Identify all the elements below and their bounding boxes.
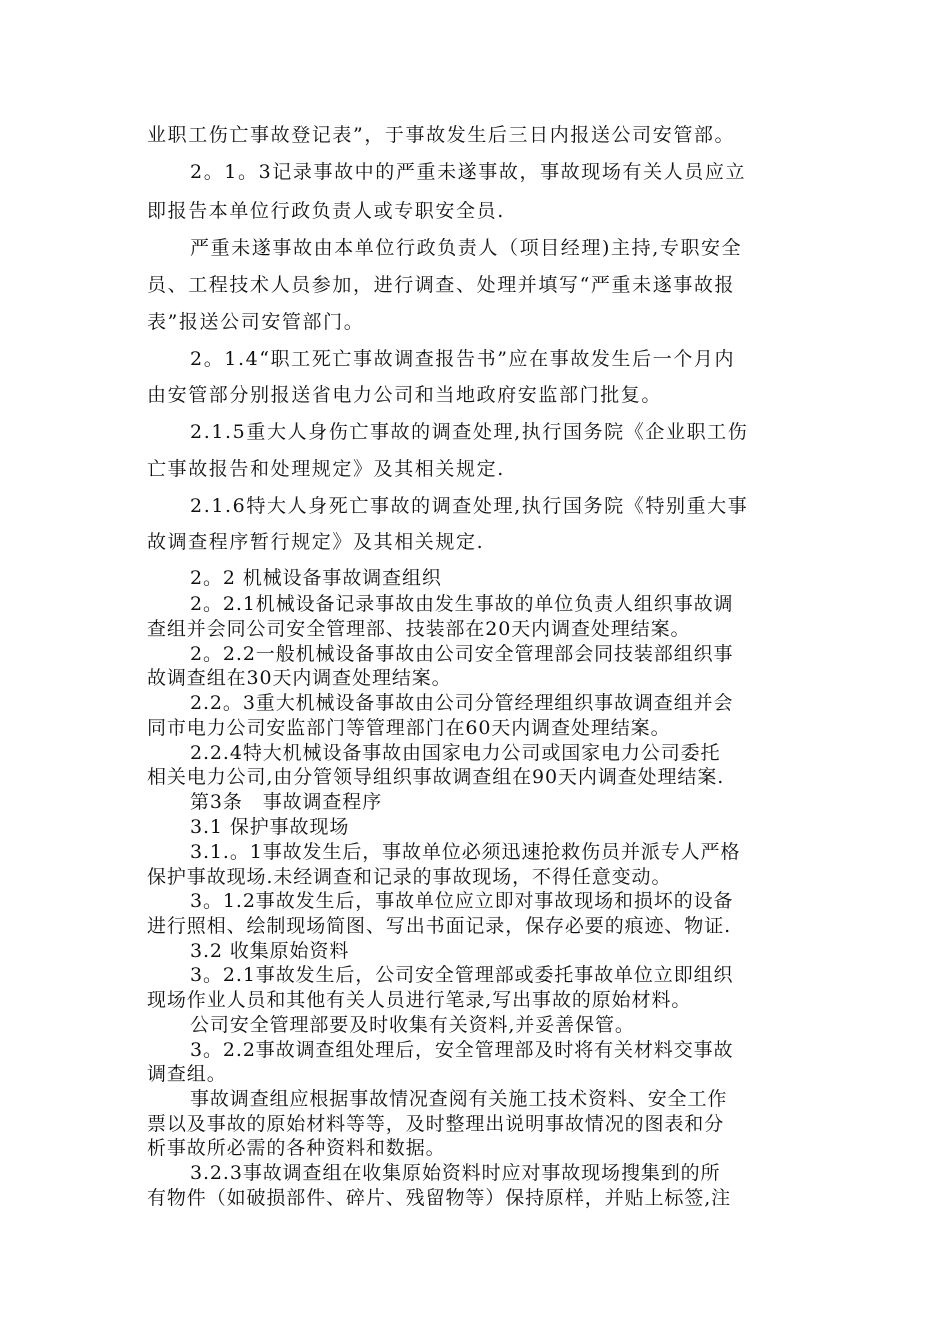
text-line: 2.2.4特大机械设备事故由国家电力公司或国家电力公司委托 [190, 742, 721, 764]
text-line: 调查组。 [147, 1063, 227, 1085]
text-line: 由安管部分别报送省电力公司和当地政府安监部门批复。 [147, 384, 663, 406]
section-heading: 3.2 收集原始资料 [190, 940, 350, 962]
text-line: 事故调查组应根据事故情况查阅有关施工技术资料、安全工作 [190, 1088, 728, 1110]
text-line: 严重未遂事故由本单位行政负责人（项目经理)主持,专职安全 [190, 237, 743, 259]
text-line: 2.2。3重大机械设备事故由公司分管经理组织事故调查组并会 [190, 692, 734, 714]
section-heading: 3.1 保护事故现场 [190, 816, 350, 838]
text-line: 查组并会同公司安全管理部、技装部在20天内调查处理结案。 [147, 618, 691, 640]
text-line: 业职工伤亡事故登记表”，于事故发生后三日内报送公司安管部。 [147, 124, 736, 146]
text-line: 2.1.5重大人身伤亡事故的调查处理,执行国务院《企业职工伤 [190, 421, 749, 443]
text-line: 保护事故现场.未经调查和记录的事故现场，不得任意变动。 [147, 866, 672, 888]
text-line: 员、工程技术人员参加，进行调查、处理并填写“严重未遂事故报 [147, 274, 736, 296]
text-line: 故调查组在30天内调查处理结案。 [147, 667, 452, 689]
text-line: 3.1.。1事故发生后，事故单位必须迅速抢救伤员并派专人严格 [190, 841, 741, 863]
section-heading: 2。2 机械设备事故调查组织 [190, 567, 442, 589]
text-line: 故调查程序暂行规定》及其相关规定. [147, 531, 485, 553]
text-line: 3。2.1事故发生后，公司安全管理部或委托事故单位立即组织 [190, 964, 734, 986]
text-line: 2。2.1机械设备记录事故由发生事故的单位负责人组织事故调 [190, 593, 734, 615]
text-line: 2.1.6特大人身死亡事故的调查处理,执行国务院《特别重大事 [190, 495, 749, 517]
text-line: 票以及事故的原始材料等等，及时整理出说明事故情况的图表和分 [147, 1113, 725, 1135]
text-line: 即报告本单位行政负责人或专职安全员. [147, 200, 505, 222]
article-heading: 第3条 事故调查程序 [190, 791, 383, 813]
text-line: 2。2.2一般机械设备事故由公司安全管理部会同技装部组织事 [190, 643, 734, 665]
text-line: 3。1.2事故发生后，事故单位应立即对事故现场和损坏的设备 [190, 890, 734, 912]
text-line: 3。2.2事故调查组处理后，安全管理部及时将有关材料交事故 [190, 1039, 734, 1061]
text-line: 2。1。3记录事故中的严重未遂事故，事故现场有关人员应立 [190, 161, 747, 183]
text-line: 3.2.3事故调查组在收集原始资料时应对事故现场搜集到的所 [190, 1162, 721, 1184]
text-line: 有物件（如破损部件、碎片、残留物等）保持原样，并贴上标签,注 [147, 1187, 732, 1209]
text-line: 表”报送公司安管部门。 [147, 311, 365, 333]
text-line: 相关电力公司,由分管领导组织事故调查组在90天内调查处理结案. [147, 766, 725, 788]
text-line: 现场作业人员和其他有关人员进行笔录,写出事故的原始材料。 [147, 989, 692, 1011]
text-line: 2。1.4“职工死亡事故调查报告书”应在事故发生后一个月内 [190, 348, 736, 370]
text-line: 析事故所必需的各种资料和数据。 [147, 1137, 446, 1159]
text-line: 进行照相、绘制现场简图、写出书面记录，保存必要的痕迹、物证. [147, 915, 732, 937]
text-line: 公司安全管理部要及时收集有关资料,并妥善保管。 [190, 1014, 635, 1036]
text-line: 亡事故报告和处理规定》及其相关规定. [147, 458, 505, 480]
text-line: 同市电力公司安监部门等管理部门在60天内调查处理结案。 [147, 717, 671, 739]
